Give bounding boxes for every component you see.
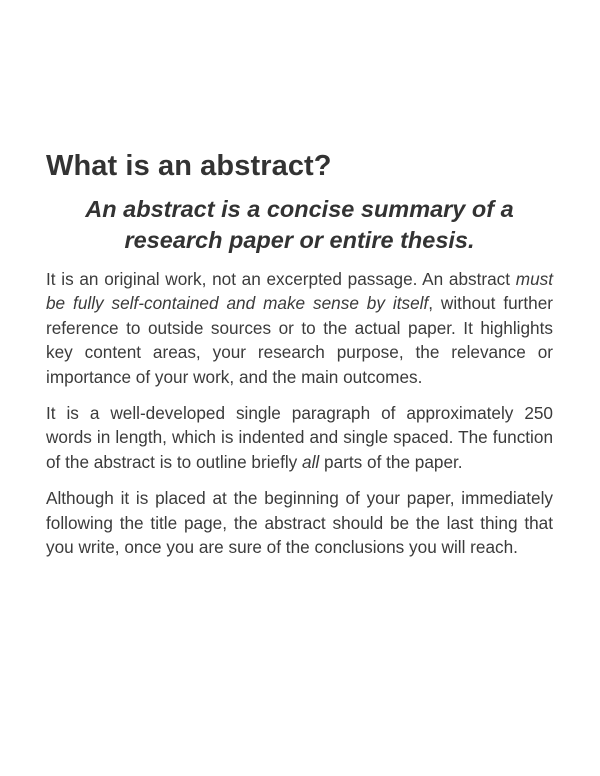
- paragraph-2-italic: all: [302, 451, 320, 472]
- paragraph-1-italic: must be fully self-contained and make sense by itself: [46, 269, 553, 314]
- page-title: What is an abstract?: [46, 150, 332, 182]
- paragraph-1-text-a: It is an original work, not an excerpted passage. An abstract: [46, 269, 516, 289]
- paragraph-3: [46, 486, 553, 559]
- paragraph-3-text: Although it is placed at the beginning of your paper, immediately following the title page, the abstract should be the last thing that you write, once you are sure of the conclusions you will reach.: [46, 488, 553, 558]
- paragraph-1: [46, 267, 553, 389]
- paragraph-2-text-a: It is a well-developed single paragraph of approximately 250 words in length, which is indented and single spaced. The function of the abstract is to outline briefly: [46, 403, 553, 472]
- page-subtitle: [46, 194, 553, 256]
- subtitle-line-2: research paper or entire thesis.: [124, 227, 475, 253]
- subtitle-line-1: An abstract is a concise summary of a: [85, 196, 514, 222]
- paragraph-1-text-b: , without further reference to outside sources or to the actual paper. It highlights key content areas, your research purpose, the relevance or importance of your work, and the main outcomes.: [46, 293, 553, 387]
- paragraph-2-text-b: parts of the paper.: [319, 451, 463, 472]
- paragraph-2: [46, 401, 553, 474]
